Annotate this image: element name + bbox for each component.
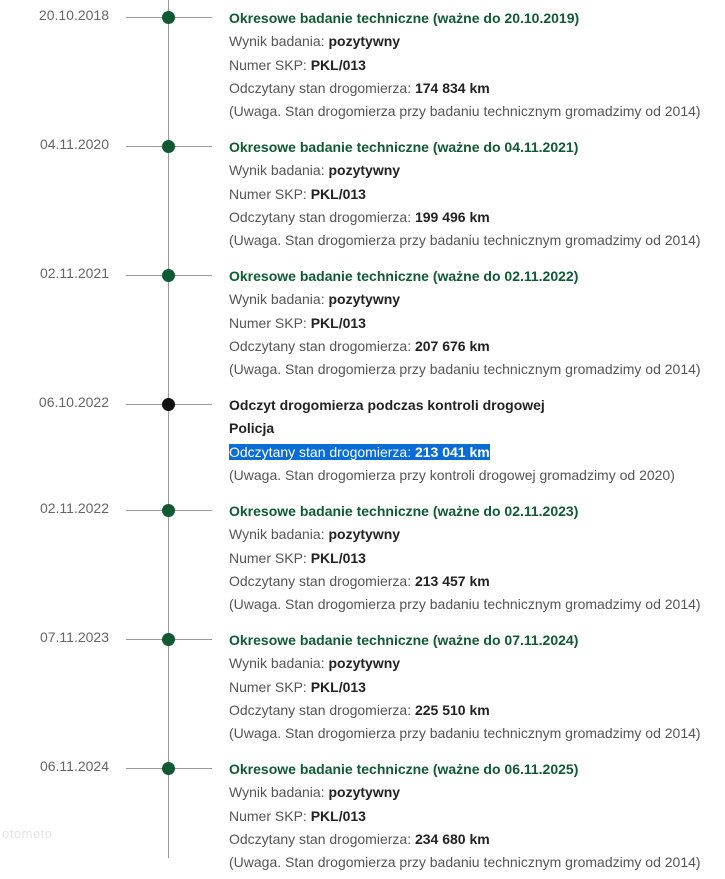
result-value: pozytywny: [328, 33, 401, 50]
authority-name: Policja: [229, 420, 275, 437]
odometer-row: [229, 77, 723, 100]
entry-title: Okresowe badanie techniczne (ważne do 07.11.2024): [229, 632, 579, 648]
result-label: Wynik badania:: [229, 784, 325, 801]
skp-row: [229, 547, 723, 570]
odometer-value: 225 510 km: [414, 701, 490, 718]
entry-date: 02.11.2021: [39, 265, 109, 281]
entry-details: [229, 7, 723, 123]
skp-value: PKL/013: [310, 549, 366, 566]
entry-details: [229, 500, 723, 616]
skp-label: Numer SKP:: [229, 807, 307, 824]
timeline-entry: [0, 493, 725, 621]
skp-value: PKL/013: [310, 56, 366, 73]
timeline-entry: [0, 622, 725, 750]
odometer-row: [229, 335, 723, 358]
skp-label: Numer SKP:: [229, 549, 307, 566]
odometer-value: 213 457 km: [414, 572, 490, 589]
skp-row: [229, 312, 723, 335]
entry-note: (Uwaga. Stan drogomierza przy badaniu technicznym gromadzimy od 2014): [229, 103, 701, 120]
skp-label: Numer SKP:: [229, 185, 307, 202]
timeline-entry: [0, 258, 725, 386]
result-label: Wynik badania:: [229, 291, 325, 308]
entry-note: (Uwaga. Stan drogomierza przy kontroli drogowej gromadzimy od 2020): [229, 466, 675, 483]
odometer-label: Odczytany stan drogomierza:: [229, 337, 412, 354]
result-label: Wynik badania:: [229, 162, 325, 179]
selected-odometer-text[interactable]: [229, 444, 490, 460]
skp-row: [229, 676, 723, 699]
odometer-label: Odczytany stan drogomierza:: [229, 830, 412, 847]
result-label: Wynik badania:: [229, 526, 325, 543]
result-value: pozytywny: [328, 291, 401, 308]
entry-details: [229, 265, 723, 381]
result-value: pozytywny: [328, 655, 401, 672]
result-value: pozytywny: [328, 784, 401, 801]
odometer-row: [229, 570, 723, 593]
entry-note: (Uwaga. Stan drogomierza przy badaniu technicznym gromadzimy od 2014): [229, 725, 701, 742]
entry-date: 07.11.2023: [39, 629, 109, 645]
timeline-dot-icon: [162, 398, 175, 411]
odometer-label: Odczytany stan drogomierza:: [229, 443, 412, 460]
odometer-row: [229, 206, 723, 229]
timeline-entry: [0, 0, 725, 128]
entry-date: 04.11.2020: [39, 136, 109, 152]
skp-label: Numer SKP:: [229, 678, 307, 695]
entry-note: (Uwaga. Stan drogomierza przy badaniu technicznym gromadzimy od 2014): [229, 361, 701, 378]
entry-note: (Uwaga. Stan drogomierza przy badaniu technicznym gromadzimy od 2014): [229, 854, 701, 871]
odometer-value: 234 680 km: [414, 830, 490, 847]
skp-row: [229, 805, 723, 828]
skp-row: [229, 54, 723, 77]
result-row: [229, 288, 723, 311]
skp-value: PKL/013: [310, 314, 366, 331]
skp-label: Numer SKP:: [229, 56, 307, 73]
entry-details: [229, 629, 723, 745]
entry-title: Okresowe badanie techniczne (ważne do 02.11.2022): [229, 268, 579, 284]
skp-value: PKL/013: [310, 807, 366, 824]
timeline-dot-icon: [162, 11, 175, 24]
entry-note: (Uwaga. Stan drogomierza przy badaniu technicznym gromadzimy od 2014): [229, 232, 701, 249]
odometer-value: 207 676 km: [414, 337, 490, 354]
result-label: Wynik badania:: [229, 33, 325, 50]
result-value: pozytywny: [328, 162, 401, 179]
timeline-dot-icon: [162, 762, 175, 775]
entry-title: Okresowe badanie techniczne (ważne do 04.11.2021): [229, 139, 579, 155]
entry-details: [229, 394, 723, 487]
odometer-label: Odczytany stan drogomierza:: [229, 208, 412, 225]
odometer-value: 199 496 km: [414, 208, 490, 225]
entry-date: 06.10.2022: [38, 394, 109, 410]
timeline-dot-icon: [162, 633, 175, 646]
skp-value: PKL/013: [310, 678, 366, 695]
entry-note: (Uwaga. Stan drogomierza przy badaniu technicznym gromadzimy od 2014): [229, 596, 701, 613]
odometer-label: Odczytany stan drogomierza:: [229, 701, 412, 718]
odometer-value: 213 041 km: [414, 443, 490, 460]
result-value: pozytywny: [328, 526, 401, 543]
odometer-row: [229, 828, 723, 851]
result-row: [229, 159, 723, 182]
entry-title: Okresowe badanie techniczne (ważne do 02.11.2023): [229, 503, 579, 519]
timeline-dot-icon: [162, 504, 175, 517]
odometer-label: Odczytany stan drogomierza:: [229, 572, 412, 589]
watermark-logo: otomoto: [2, 826, 53, 841]
timeline-entry: [0, 129, 725, 257]
skp-value: PKL/013: [310, 185, 366, 202]
entry-title: Okresowe badanie techniczne (ważne do 20.10.2019): [229, 10, 580, 26]
entry-details: [229, 758, 723, 874]
odometer-value: 174 834 km: [414, 79, 490, 96]
result-row: [229, 30, 723, 53]
result-label: Wynik badania:: [229, 655, 325, 672]
odometer-row: [229, 699, 723, 722]
result-row: [229, 523, 723, 546]
entry-date: 20.10.2018: [38, 7, 109, 23]
skp-row: [229, 183, 723, 206]
entry-title: Okresowe badanie techniczne (ważne do 06.11.2025): [229, 761, 579, 777]
result-row: [229, 652, 723, 675]
entry-title: Odczyt drogomierza podczas kontroli drogowej: [229, 397, 545, 413]
timeline-dot-icon: [162, 140, 175, 153]
entry-date: 06.11.2024: [39, 758, 109, 774]
timeline-entry: [0, 751, 725, 879]
skp-label: Numer SKP:: [229, 314, 307, 331]
odometer-label: Odczytany stan drogomierza:: [229, 79, 412, 96]
entry-details: [229, 136, 723, 252]
timeline-dot-icon: [162, 269, 175, 282]
result-row: [229, 781, 723, 804]
odometer-row[interactable]: [229, 441, 723, 464]
entry-date: 02.11.2022: [39, 500, 109, 516]
